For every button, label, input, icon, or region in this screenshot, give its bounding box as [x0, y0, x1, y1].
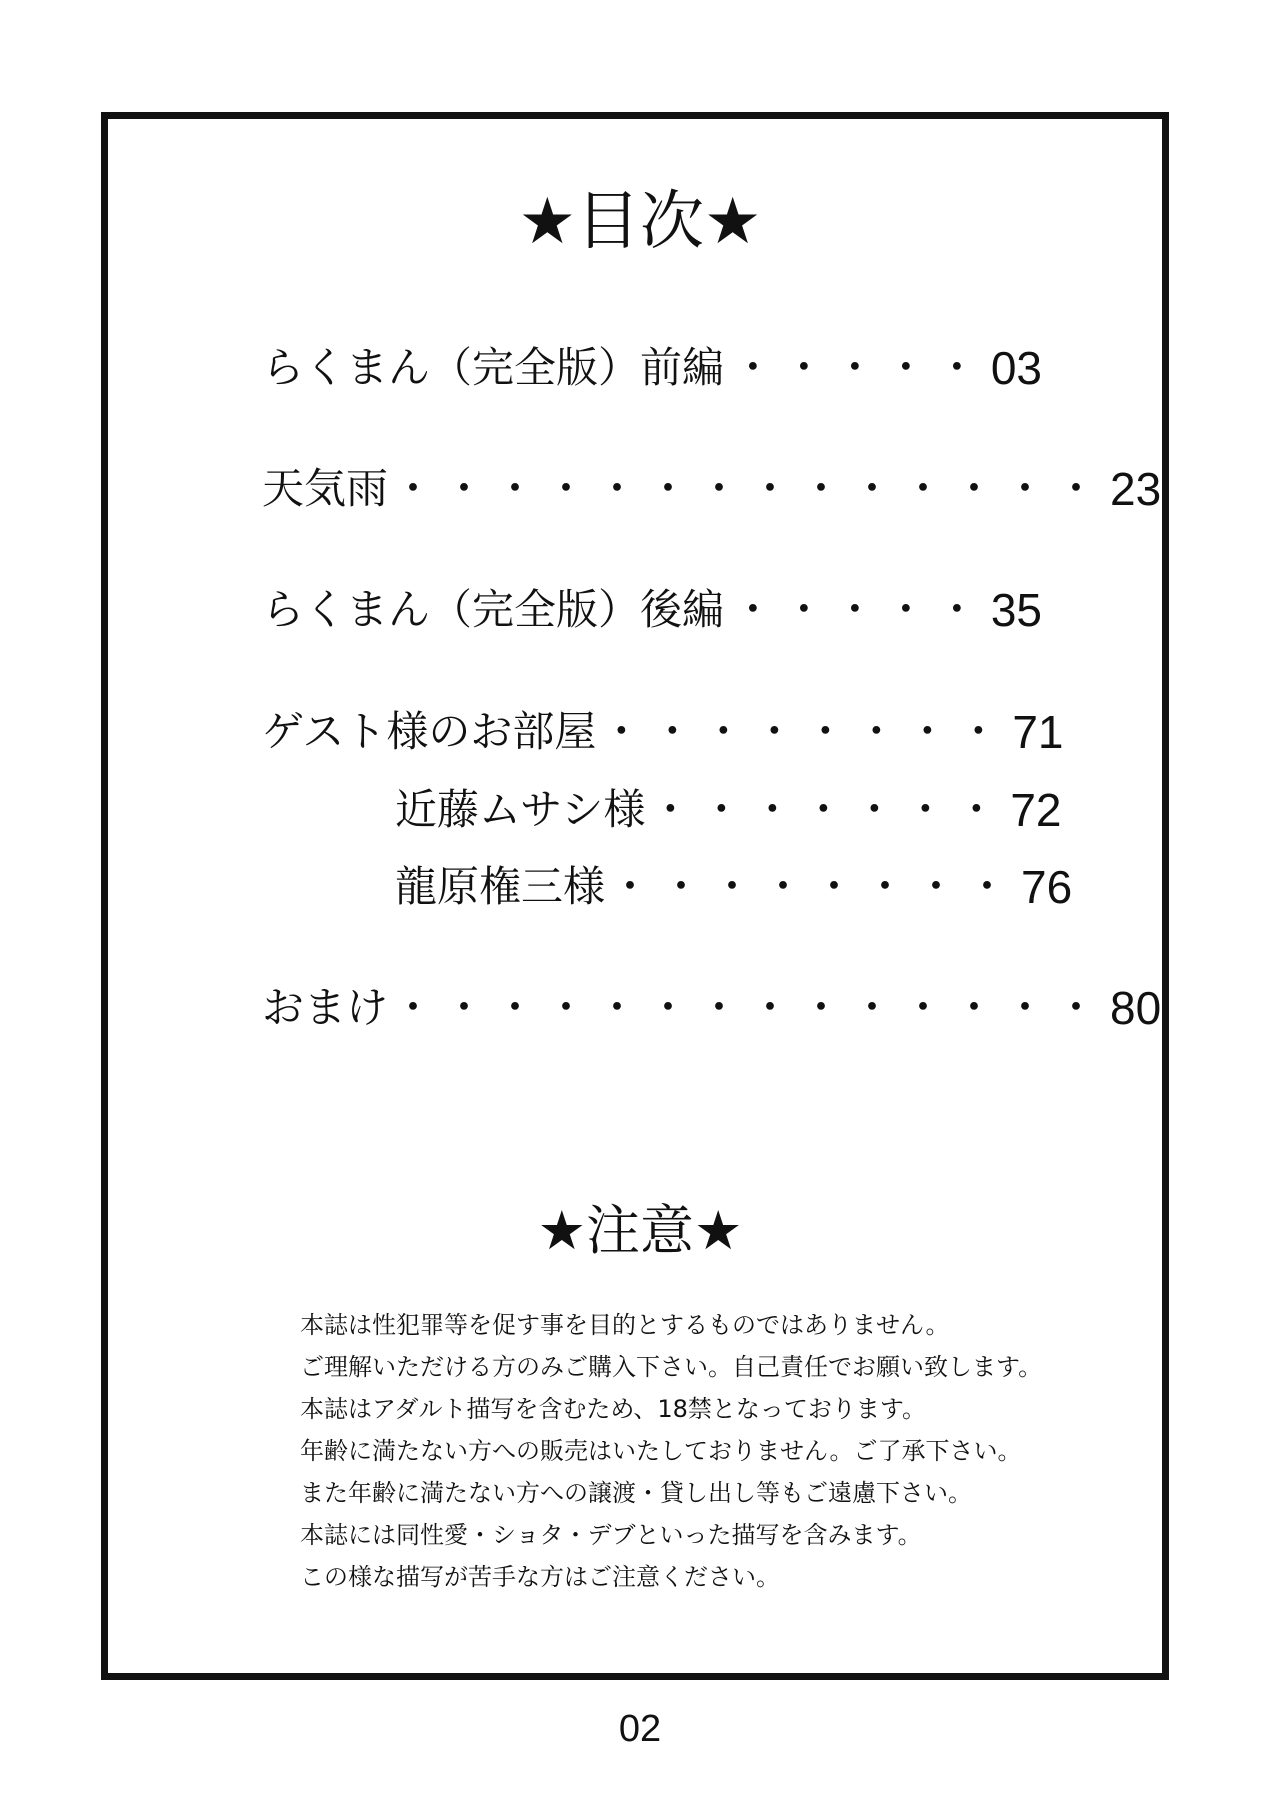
notice-list: [300, 1304, 1120, 1598]
notice-line: 本誌はアダルト描写を含むため、18禁となっております。: [300, 1395, 926, 1423]
toc-entry-leader-dots: ・・・・・・・: [649, 785, 1007, 834]
toc-entry-label: おまけ: [262, 983, 389, 1032]
toc-entry: [262, 980, 1162, 1036]
toc-entry-page-number: 03: [990, 342, 1042, 394]
toc-entry-page-number: 80: [1110, 982, 1162, 1034]
notice-title: ★注意★: [537, 1199, 743, 1262]
toc-entry-leader-dots: ・・・・・: [731, 343, 987, 392]
page-number: 02: [618, 1708, 662, 1750]
notice-line: また年齢に満たない方への譲渡・貸し出し等もご遠慮下さい。: [300, 1479, 972, 1507]
toc-entry-leader-dots: ・・・・・・・・・・・・・・: [392, 983, 1107, 1032]
notice-line: 年齢に満たない方への販売はいたしておりません。ご了承下さい。: [300, 1437, 1022, 1465]
toc-entry-leader-dots: ・・・・・: [731, 585, 987, 634]
toc-entry: [262, 582, 1042, 638]
toc-entry: [262, 461, 1162, 517]
toc-entry-page-number: 76: [1021, 861, 1073, 913]
toc-entry-page-number: 72: [1010, 784, 1062, 836]
notice-line: ご理解いただける方のみご購入下さい。自己責任でお願い致します。: [300, 1353, 1043, 1381]
toc-title: ★目次★: [518, 185, 762, 259]
toc-entry-label: らくまん（完全版）後編: [262, 585, 725, 634]
toc-sub-entry: [395, 859, 1073, 915]
toc-entry-page-number: 35: [990, 584, 1042, 636]
notice-line: 本誌は性犯罪等を促す事を目的とするものではありません。: [300, 1311, 950, 1339]
toc-entry-label: 近藤ムサシ様: [395, 785, 646, 834]
toc-entry: [262, 704, 1064, 760]
toc-entry-leader-dots: ・・・・・・・・: [609, 862, 1018, 911]
notice-line: この様な描写が苦手な方はご注意ください。: [300, 1563, 780, 1591]
toc-entry-page-number: 71: [1012, 706, 1064, 758]
toc-entry: [262, 340, 1042, 396]
toc-sub-entry: [395, 782, 1062, 838]
toc-entry-label: 天気雨: [262, 464, 389, 513]
toc-entry-label: らくまん（完全版）前編: [262, 343, 725, 392]
toc-entry-label: ゲスト様のお部屋: [262, 707, 597, 756]
toc-entry-page-number: 23: [1110, 463, 1162, 515]
toc-entry-leader-dots: ・・・・・・・・・・・・・・: [392, 464, 1107, 513]
toc-entry-label: 龍原権三様: [395, 862, 606, 911]
notice-line: 本誌には同性愛・ショタ・デブといった描写を含みます。: [300, 1521, 922, 1549]
toc-entry-leader-dots: ・・・・・・・・: [600, 707, 1009, 756]
